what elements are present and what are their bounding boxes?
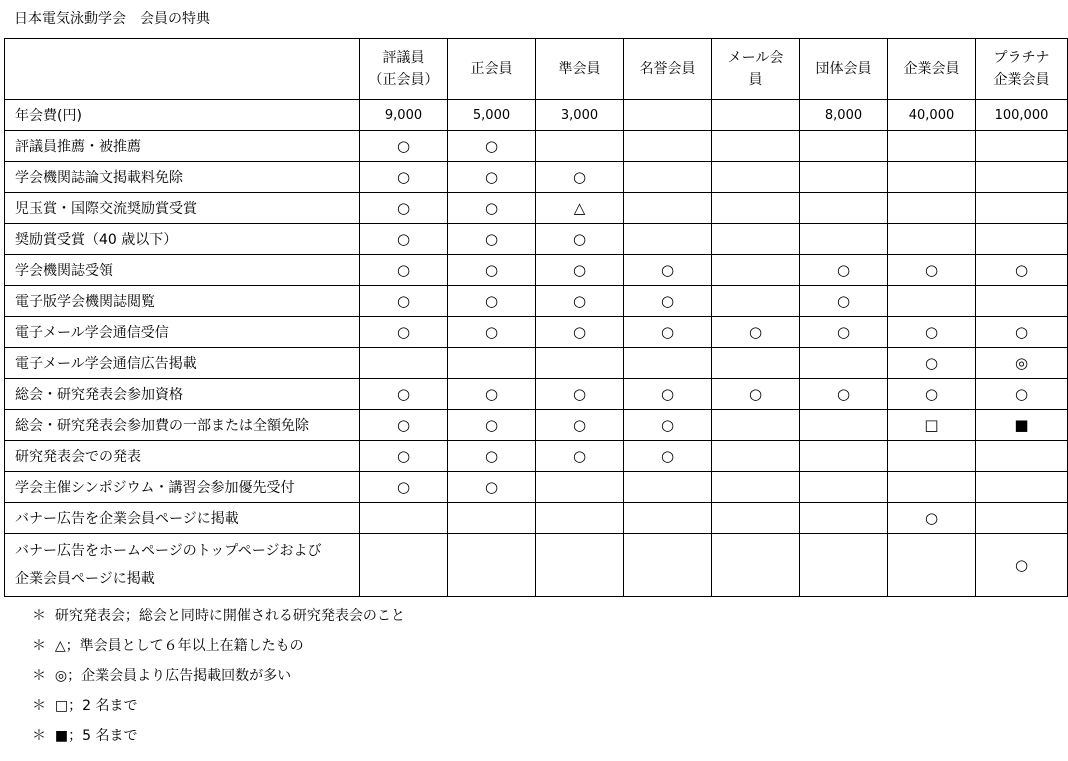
benefit-mark-cell: ○ [624,441,712,472]
table-row [5,162,1068,193]
benefit-mark-cell [624,131,712,162]
benefit-mark-cell [888,193,976,224]
benefit-mark-cell [800,534,888,597]
benefit-mark-cell [712,193,800,224]
benefit-mark-cell: ○ [448,379,536,410]
benefit-mark-cell: ○ [888,348,976,379]
fee-cell: 40,000 [888,100,976,131]
fee-cell: 100,000 [976,100,1068,131]
column-header: 名誉会員 [624,39,712,100]
row-label: 学会機関誌論文掲載料免除 [5,162,360,193]
benefit-mark-cell: ○ [888,255,976,286]
benefit-mark-cell [624,534,712,597]
benefit-mark-cell [712,472,800,503]
benefit-mark-cell: ○ [624,410,712,441]
benefit-mark-cell [712,162,800,193]
membership-benefits-table [4,38,1068,597]
benefit-mark-cell [888,162,976,193]
benefit-mark-cell: ○ [360,317,448,348]
benefit-mark-cell [536,131,624,162]
benefit-mark-cell: ○ [888,503,976,534]
benefit-mark-cell [800,193,888,224]
benefit-mark-cell [800,503,888,534]
benefit-mark-cell: ○ [624,317,712,348]
benefit-mark-cell: ○ [360,441,448,472]
fee-cell [624,100,712,131]
table-row [5,224,1068,255]
benefit-mark-cell: ○ [360,193,448,224]
benefit-mark-cell: ○ [976,534,1068,597]
table-row [5,100,1068,131]
fee-cell [712,100,800,131]
footnotes [32,605,405,755]
benefit-mark-cell: ○ [800,379,888,410]
table-row [5,472,1068,503]
row-label: 研究発表会での発表 [5,441,360,472]
benefit-mark-cell: ○ [536,379,624,410]
benefit-mark-cell [712,286,800,317]
table-row [5,255,1068,286]
row-label: 学会機関誌受領 [5,255,360,286]
row-label: バナー広告を企業会員ページに掲載 [5,503,360,534]
benefit-mark-cell: ○ [360,162,448,193]
benefit-mark-cell [448,534,536,597]
benefit-mark-cell [624,348,712,379]
fee-cell: 3,000 [536,100,624,131]
table-row [5,379,1068,410]
row-label: 総会・研究発表会参加費の一部または全額免除 [5,410,360,441]
benefit-mark-cell: ○ [360,472,448,503]
benefit-mark-cell: ○ [448,317,536,348]
benefit-mark-cell [800,410,888,441]
benefit-mark-cell [800,224,888,255]
table-row [5,534,1068,597]
benefit-mark-cell: ○ [360,410,448,441]
benefit-mark-cell: ○ [976,379,1068,410]
table-header-row [5,39,1068,100]
benefit-mark-cell [976,131,1068,162]
row-label: 電子メール学会通信広告掲載 [5,348,360,379]
benefit-mark-cell [712,348,800,379]
benefit-mark-cell: ○ [976,317,1068,348]
benefit-mark-cell: ○ [360,286,448,317]
benefit-mark-cell [800,472,888,503]
benefit-mark-cell [536,534,624,597]
benefit-mark-cell [800,162,888,193]
benefit-mark-cell [624,503,712,534]
column-header: 評議員 （正会員） [360,39,448,100]
benefit-mark-cell: ○ [888,379,976,410]
row-label: バナー広告をホームページのトップページおよび 企業会員ページに掲載 [5,534,360,597]
row-label: 年会費(円) [5,100,360,131]
benefit-mark-cell: ○ [360,224,448,255]
benefit-mark-cell [536,348,624,379]
benefit-mark-cell: ○ [536,441,624,472]
footnote: ＊ △；準会員として６年以上在籍したもの [32,638,304,654]
benefit-mark-cell: ○ [624,286,712,317]
benefit-mark-cell [536,472,624,503]
benefit-mark-cell [800,348,888,379]
benefit-mark-cell: ○ [536,410,624,441]
table-row [5,193,1068,224]
benefit-mark-cell: ○ [448,255,536,286]
benefit-mark-cell [360,503,448,534]
benefit-mark-cell [712,441,800,472]
benefit-mark-cell [448,348,536,379]
benefit-mark-cell: ○ [800,255,888,286]
benefit-mark-cell [800,131,888,162]
benefit-mark-cell [976,193,1068,224]
benefit-mark-cell: ○ [712,379,800,410]
benefit-mark-cell: ○ [448,131,536,162]
benefit-mark-cell: ○ [360,131,448,162]
row-label: 評議員推薦・被推薦 [5,131,360,162]
benefit-mark-cell: ○ [448,441,536,472]
benefit-mark-cell: ○ [360,255,448,286]
benefit-mark-cell: ○ [536,162,624,193]
table-row [5,410,1068,441]
row-label: 総会・研究発表会参加資格 [5,379,360,410]
row-label: 奨励賞受賞（40 歳以下） [5,224,360,255]
benefit-mark-cell [712,410,800,441]
benefit-mark-cell [624,193,712,224]
benefit-mark-cell [800,441,888,472]
benefit-mark-cell: ○ [448,472,536,503]
benefit-mark-cell [624,224,712,255]
benefit-mark-cell [888,534,976,597]
column-header: プラチナ 企業会員 [976,39,1068,100]
fee-cell: 9,000 [360,100,448,131]
benefit-mark-cell [976,286,1068,317]
benefit-mark-cell: ○ [536,255,624,286]
fee-cell: 8,000 [800,100,888,131]
table-row [5,503,1068,534]
column-header: 企業会員 [888,39,976,100]
page-title: 日本電気泳動学会 会員の特典 [14,11,210,27]
benefit-mark-cell [712,224,800,255]
benefit-mark-cell: ○ [360,379,448,410]
benefit-mark-cell: ◎ [976,348,1068,379]
benefit-mark-cell [976,224,1068,255]
benefit-mark-cell: ○ [624,255,712,286]
benefit-mark-cell: ○ [888,317,976,348]
benefit-mark-cell: ○ [712,317,800,348]
benefit-mark-cell: ○ [448,193,536,224]
benefit-mark-cell [976,441,1068,472]
column-header: 団体会員 [800,39,888,100]
row-label: 児玉賞・国際交流奨励賞受賞 [5,193,360,224]
table-row [5,286,1068,317]
benefit-mark-cell: □ [888,410,976,441]
benefit-mark-cell: ○ [800,317,888,348]
fee-cell: 5,000 [448,100,536,131]
benefit-mark-cell [976,162,1068,193]
row-label: 電子メール学会通信受信 [5,317,360,348]
benefit-mark-cell [888,441,976,472]
benefit-mark-cell: △ [536,193,624,224]
column-header: メール会 員 [712,39,800,100]
benefit-mark-cell [448,503,536,534]
benefit-mark-cell [360,348,448,379]
column-header: 準会員 [536,39,624,100]
footnote: ＊ 研究発表会；総会と同時に開催される研究発表会のこと [32,608,405,624]
benefit-mark-cell [624,472,712,503]
benefit-mark-cell: ○ [536,224,624,255]
benefit-mark-cell: ○ [976,255,1068,286]
row-label: 学会主催シンポジウム・講習会参加優先受付 [5,472,360,503]
benefit-mark-cell [888,224,976,255]
footnote: ＊ ◎；企業会員より広告掲載回数が多い [32,668,292,684]
benefit-mark-cell [712,503,800,534]
benefit-mark-cell: ○ [800,286,888,317]
column-header: 正会員 [448,39,536,100]
benefit-mark-cell: ○ [448,286,536,317]
footnote: ＊ ■；5 名まで [32,728,138,744]
benefit-mark-cell: ○ [624,379,712,410]
benefit-mark-cell [536,503,624,534]
benefit-mark-cell: ○ [448,224,536,255]
benefit-mark-cell [360,534,448,597]
benefit-mark-cell: ○ [536,317,624,348]
benefit-mark-cell [712,534,800,597]
benefit-mark-cell [888,286,976,317]
benefit-mark-cell: ○ [448,162,536,193]
table-row [5,131,1068,162]
benefit-mark-cell: ○ [536,286,624,317]
benefit-mark-cell [624,162,712,193]
table-row [5,348,1068,379]
benefit-mark-cell: ○ [448,410,536,441]
benefit-mark-cell [712,255,800,286]
header-corner-cell [5,39,360,100]
benefit-mark-cell [888,131,976,162]
table-row [5,441,1068,472]
table-row [5,317,1068,348]
benefit-mark-cell [888,472,976,503]
benefit-mark-cell [976,472,1068,503]
row-label: 電子版学会機関誌閲覧 [5,286,360,317]
benefit-mark-cell: ■ [976,410,1068,441]
benefit-mark-cell [976,503,1068,534]
footnote: ＊ □；2 名まで [32,698,138,714]
benefit-mark-cell [712,131,800,162]
